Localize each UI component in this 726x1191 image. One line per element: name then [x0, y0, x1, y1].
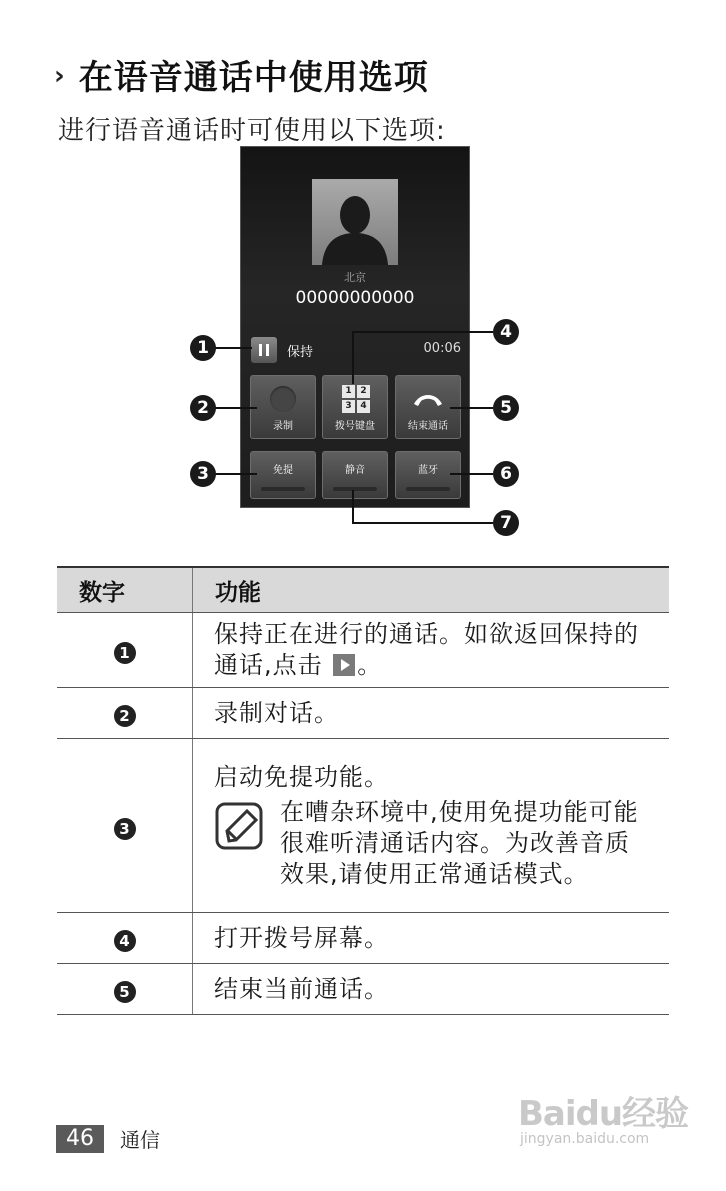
note-box — [214, 797, 647, 890]
row-description: 启动免提功能。 — [214, 762, 389, 791]
page-footer — [56, 1124, 160, 1153]
caller-location: 北京 — [344, 271, 366, 284]
page-title: 在语音通话中使用选项 — [78, 58, 429, 98]
callout-5: 5 — [493, 395, 519, 421]
contact-photo — [312, 179, 398, 265]
mute-button[interactable] — [322, 451, 388, 499]
row-number-badge: 3 — [114, 818, 136, 840]
table-row — [57, 964, 669, 1015]
table-row — [57, 913, 669, 964]
record-icon — [270, 386, 296, 412]
toggle-indicator — [406, 487, 450, 491]
toggle-indicator — [261, 487, 305, 491]
section-name: 通信 — [120, 1128, 160, 1152]
play-icon — [333, 654, 355, 676]
call-timer: 00:06 — [423, 341, 461, 356]
caller-number: 00000000000 — [295, 288, 415, 308]
watermark-logo: Baidu经验 — [518, 1094, 689, 1134]
bluetooth-label: 蓝牙 — [418, 465, 438, 476]
row-description: 打开拨号屏幕。 — [193, 913, 670, 964]
chevron-right-icon: › — [54, 60, 65, 91]
column-header-function: 功能 — [193, 567, 670, 613]
table-header-row — [57, 567, 669, 613]
call-screen — [240, 146, 470, 508]
row-number-badge: 2 — [114, 705, 136, 727]
intro-text: 进行语音通话时可使用以下选项: — [58, 116, 446, 146]
callout-1: 1 — [190, 335, 216, 361]
mute-label: 静音 — [345, 465, 365, 476]
pause-icon — [259, 344, 262, 356]
row-number-badge: 5 — [114, 981, 136, 1003]
phone-hangup-icon — [412, 390, 444, 410]
section-heading — [54, 50, 429, 99]
table-row — [57, 739, 669, 913]
toggle-indicator — [333, 487, 377, 491]
record-label: 录制 — [273, 421, 293, 432]
row-description: 结束当前通话。 — [193, 964, 670, 1015]
callout-7: 7 — [493, 510, 519, 536]
hold-label: 保持 — [287, 345, 314, 360]
callout-2: 2 — [190, 395, 216, 421]
speaker-label: 免提 — [273, 465, 293, 476]
person-silhouette-icon — [312, 179, 398, 265]
callout-3: 3 — [190, 461, 216, 487]
hold-button[interactable] — [251, 337, 277, 363]
row-number-badge: 1 — [114, 642, 136, 664]
call-status-bar — [251, 337, 461, 363]
note-pencil-icon — [214, 801, 266, 853]
watermark — [518, 1086, 688, 1147]
note-text: 在嘈杂环境中,使用免提功能可能很难听清通话内容。为改善音质效果,请使用正常通话模式。 — [280, 797, 639, 888]
end-call-button[interactable] — [395, 375, 461, 439]
row-description: 保持正在进行的通话。如欲返回保持的通话,点击 — [214, 620, 639, 679]
row-description: 录制对话。 — [193, 688, 670, 739]
column-header-number: 数字 — [57, 567, 193, 613]
row-number-badge: 4 — [114, 930, 136, 952]
end-call-label: 结束通话 — [408, 421, 448, 432]
bluetooth-button[interactable] — [395, 451, 461, 499]
table-row — [57, 688, 669, 739]
keypad-label: 拨号键盘 — [335, 421, 375, 432]
record-button[interactable] — [250, 375, 316, 439]
keypad-icon: 1 2 3 4 — [342, 385, 370, 413]
callout-4: 4 — [493, 319, 519, 345]
callout-6: 6 — [493, 461, 519, 487]
keypad-button[interactable] — [322, 375, 388, 439]
table-row: 1 保持正在进行的通话。如欲返回保持的通话,点击 。 — [57, 613, 669, 688]
page-number: 46 — [56, 1125, 104, 1153]
options-table — [57, 566, 669, 1015]
watermark-url: jingyan.baidu.com — [520, 1131, 650, 1147]
speaker-button[interactable] — [250, 451, 316, 499]
